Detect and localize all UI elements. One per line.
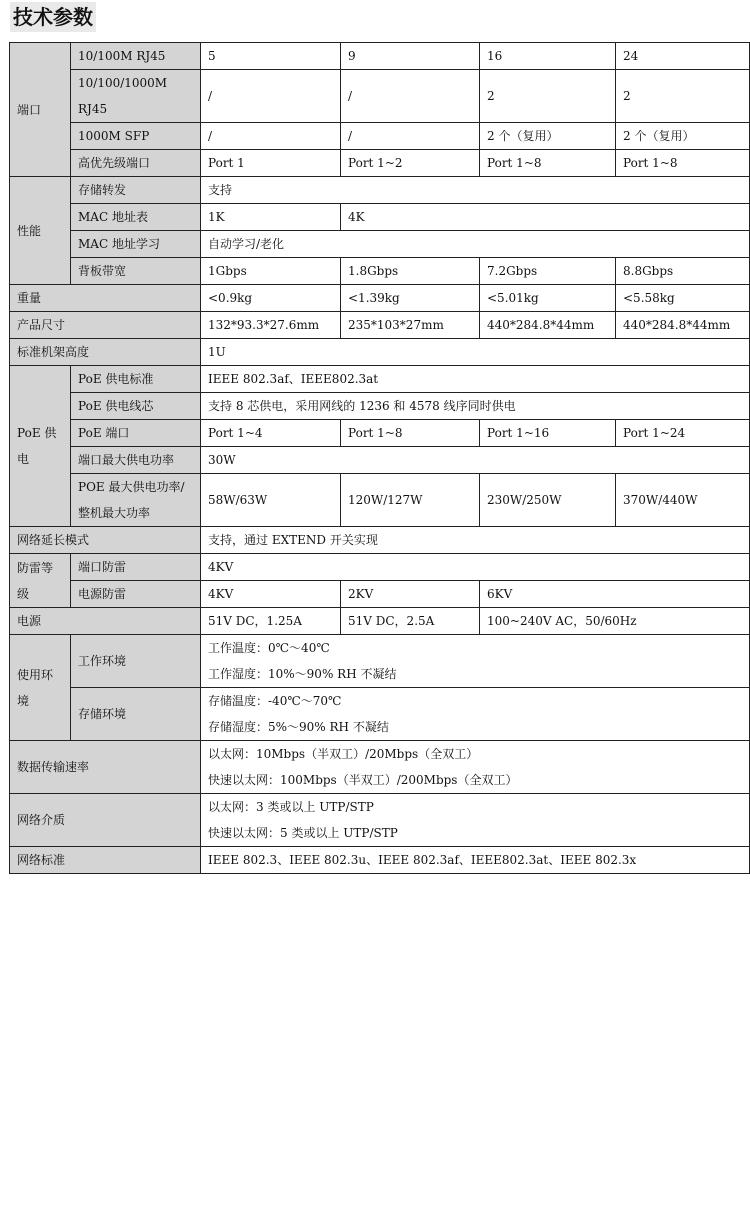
cell: 1K <box>201 204 341 231</box>
cell: 4KV <box>201 581 341 608</box>
cell: <0.9kg <box>201 285 341 312</box>
cell: 440*284.8*44mm <box>616 312 750 339</box>
row-label: 产品尺寸 <box>10 312 201 339</box>
table-row <box>10 420 750 447</box>
cell-line: 工作湿度：10%～90% RH 不凝结 <box>208 667 397 681</box>
group-environment: 使用环境 <box>10 635 71 741</box>
row-label: 工作环境 <box>71 635 201 688</box>
table-row <box>10 150 750 177</box>
table-row <box>10 204 750 231</box>
table-row <box>10 608 750 635</box>
cell: 6KV <box>480 581 750 608</box>
cell: / <box>341 70 480 123</box>
cell: Port 1~8 <box>341 420 480 447</box>
cell: 8.8Gbps <box>616 258 750 285</box>
cell: 7.2Gbps <box>480 258 616 285</box>
row-label: 1000M SFP <box>71 123 201 150</box>
row-label <box>71 474 201 527</box>
row-label: 10/100M RJ45 <box>71 43 201 70</box>
table-row <box>10 70 750 123</box>
table-row <box>10 231 750 258</box>
cell: 2 <box>480 70 616 123</box>
row-label: 重量 <box>10 285 201 312</box>
cell: 4K <box>341 204 750 231</box>
cell: / <box>201 70 341 123</box>
row-label: PoE 供电线芯 <box>71 393 201 420</box>
cell <box>201 741 750 794</box>
cell: 235*103*27mm <box>341 312 480 339</box>
row-label: 网络标准 <box>10 847 201 874</box>
label-line: POE 最大供电功率/ <box>78 480 185 494</box>
cell: 9 <box>341 43 480 70</box>
cell: 支持，通过 EXTEND 开关实现 <box>201 527 750 554</box>
table-row <box>10 447 750 474</box>
table-row <box>10 123 750 150</box>
spec-table <box>9 42 750 874</box>
cell-line: 存储温度：-40℃～70℃ <box>208 694 342 708</box>
cell: 1U <box>201 339 750 366</box>
table-row <box>10 285 750 312</box>
table-row <box>10 554 750 581</box>
table-row <box>10 794 750 847</box>
cell: Port 1~8 <box>616 150 750 177</box>
row-label: 网络介质 <box>10 794 201 847</box>
table-row <box>10 688 750 741</box>
row-label: PoE 端口 <box>71 420 201 447</box>
row-label: 存储转发 <box>71 177 201 204</box>
row-label: 电源 <box>10 608 201 635</box>
cell: 自动学习/老化 <box>201 231 750 258</box>
table-row <box>10 635 750 688</box>
cell: 24 <box>616 43 750 70</box>
row-label: 端口最大供电功率 <box>71 447 201 474</box>
cell-line: 快速以太网：100Mbps（半双工）/200Mbps（全双工） <box>208 773 518 787</box>
cell: 58W/63W <box>201 474 341 527</box>
cell: 230W/250W <box>480 474 616 527</box>
row-label: 网络延长模式 <box>10 527 201 554</box>
cell: 4KV <box>201 554 750 581</box>
table-row <box>10 393 750 420</box>
cell: 132*93.3*27.6mm <box>201 312 341 339</box>
table-row <box>10 312 750 339</box>
cell: / <box>201 123 341 150</box>
cell-line: 以太网：3 类或以上 UTP/STP <box>208 800 374 814</box>
cell: 51V DC，1.25A <box>201 608 341 635</box>
cell: 16 <box>480 43 616 70</box>
group-port: 端口 <box>10 43 71 177</box>
label-line: 整机最大功率 <box>78 506 151 520</box>
row-label: 10/100/1000M RJ45 <box>71 70 201 123</box>
cell: 2 <box>616 70 750 123</box>
cell: Port 1~4 <box>201 420 341 447</box>
cell <box>201 635 750 688</box>
cell <box>201 688 750 741</box>
group-performance: 性能 <box>10 177 71 285</box>
cell: 120W/127W <box>341 474 480 527</box>
row-label: PoE 供电标准 <box>71 366 201 393</box>
cell: 51V DC，2.5A <box>341 608 480 635</box>
cell-line: 以太网：10Mbps（半双工）/20Mbps（全双工） <box>208 747 479 761</box>
cell: 2KV <box>341 581 480 608</box>
row-label: 端口防雷 <box>71 554 201 581</box>
table-row <box>10 177 750 204</box>
row-label: 数据传输速率 <box>10 741 201 794</box>
group-surge: 防雷等级 <box>10 554 71 608</box>
row-label: 电源防雷 <box>71 581 201 608</box>
cell: 2 个（复用） <box>480 123 616 150</box>
cell: 440*284.8*44mm <box>480 312 616 339</box>
cell-line: 快速以太网：5 类或以上 UTP/STP <box>208 826 398 840</box>
table-row <box>10 366 750 393</box>
cell: IEEE 802.3、IEEE 802.3u、IEEE 802.3af、IEEE802.3at、IEEE 802.3x <box>201 847 750 874</box>
cell: 支持 8 芯供电，采用网线的 1236 和 4578 线序同时供电 <box>201 393 750 420</box>
table-row <box>10 581 750 608</box>
row-label: MAC 地址表 <box>71 204 201 231</box>
cell: Port 1~8 <box>480 150 616 177</box>
cell: <1.39kg <box>341 285 480 312</box>
cell: Port 1~24 <box>616 420 750 447</box>
cell <box>201 794 750 847</box>
cell-line: 存储湿度：5%～90% RH 不凝结 <box>208 720 389 734</box>
table-row <box>10 339 750 366</box>
cell: 30W <box>201 447 750 474</box>
cell: <5.01kg <box>480 285 616 312</box>
table-row <box>10 741 750 794</box>
cell: 1Gbps <box>201 258 341 285</box>
cell: 370W/440W <box>616 474 750 527</box>
cell: 支持 <box>201 177 750 204</box>
cell: Port 1 <box>201 150 341 177</box>
table-row <box>10 847 750 874</box>
cell-line: 工作温度：0℃～40℃ <box>208 641 330 655</box>
cell: IEEE 802.3af、IEEE802.3at <box>201 366 750 393</box>
table-row <box>10 43 750 70</box>
page-title: 技术参数 <box>10 2 96 32</box>
cell: / <box>341 123 480 150</box>
cell: 5 <box>201 43 341 70</box>
cell: Port 1~16 <box>480 420 616 447</box>
row-label: 存储环境 <box>71 688 201 741</box>
group-poe: PoE 供电 <box>10 366 71 527</box>
cell: 1.8Gbps <box>341 258 480 285</box>
cell: Port 1~2 <box>341 150 480 177</box>
row-label: 背板带宽 <box>71 258 201 285</box>
row-label: 高优先级端口 <box>71 150 201 177</box>
table-row <box>10 474 750 527</box>
table-row <box>10 258 750 285</box>
cell: <5.58kg <box>616 285 750 312</box>
cell: 100~240V AC，50/60Hz <box>480 608 750 635</box>
row-label: MAC 地址学习 <box>71 231 201 258</box>
table-row <box>10 527 750 554</box>
row-label: 标准机架高度 <box>10 339 201 366</box>
cell: 2 个（复用） <box>616 123 750 150</box>
